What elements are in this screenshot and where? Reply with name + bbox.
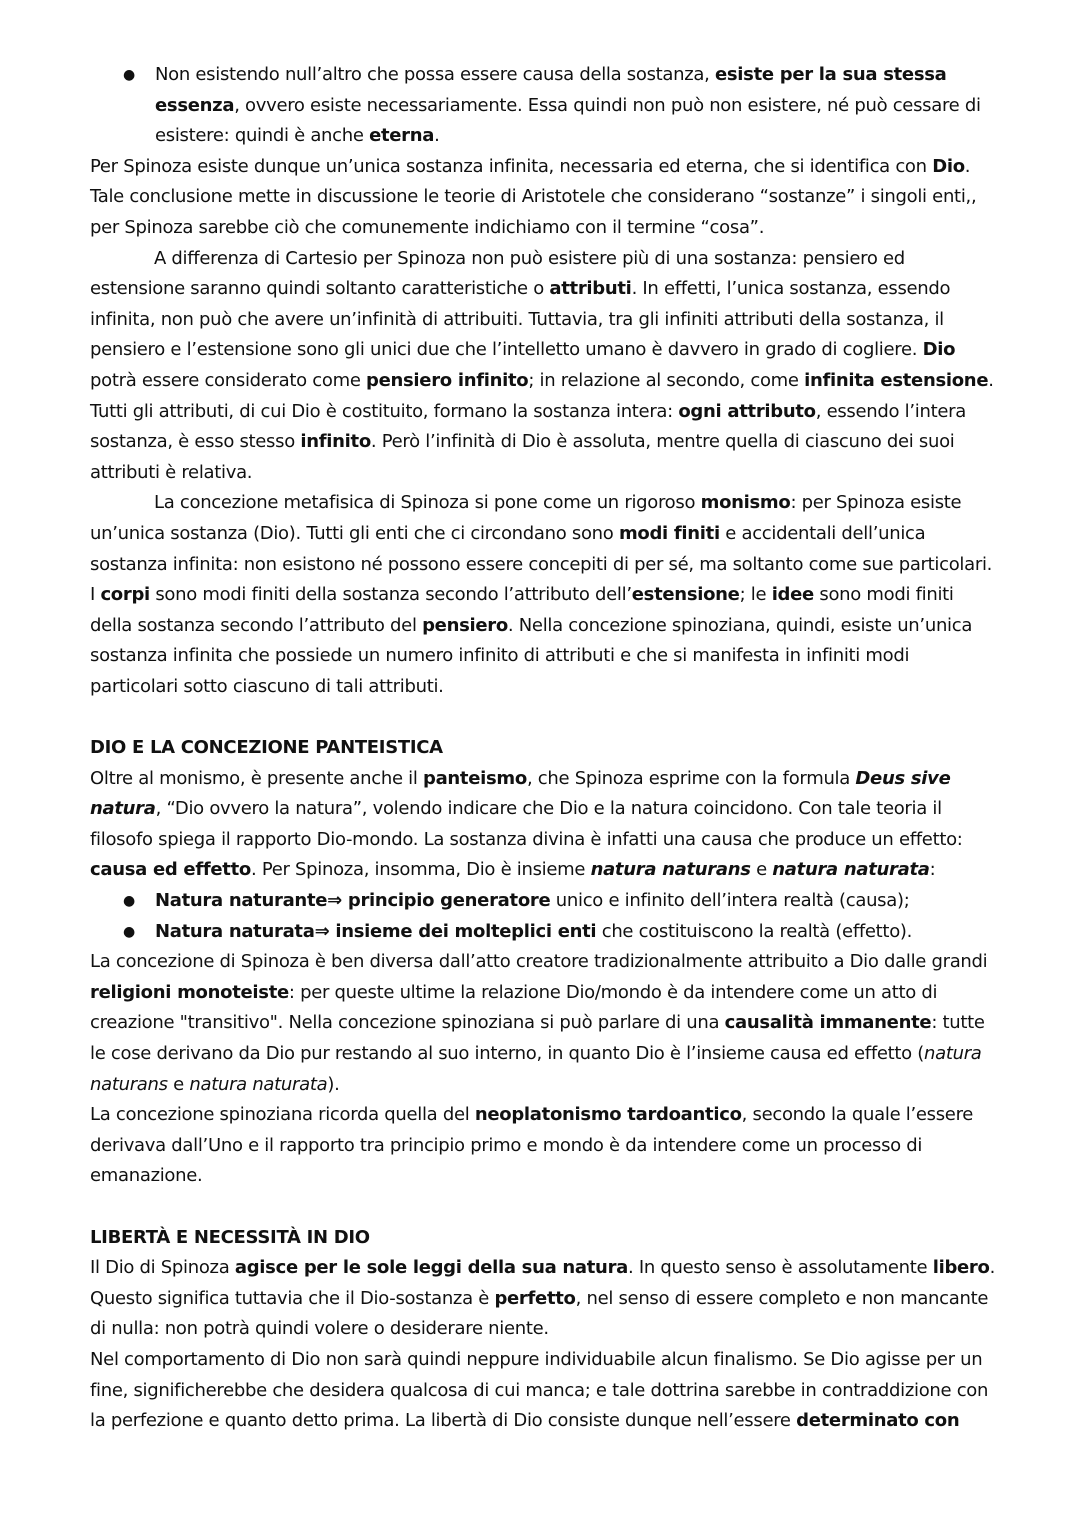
section-heading-panteismo: DIO E LA CONCEZIONE PANTEISTICA xyxy=(90,737,443,759)
paragraph-panteismo: Oltre al monismo, è presente anche il panteismo, che Spinoza esprime con la formula Deus sive natura, “Dio ovvero la natura”, volendo indicare che Dio e la natura coincidono. Con tale teoria il filosofo spiega il rapporto Dio-mondo. La sostanza divina è infatti una causa che produce un effetto: causa ed effetto. Per Spinoza, insomma, Dio è insieme natura naturans e natura naturata: xyxy=(90,767,963,881)
paragraph-neoplatonismo: La concezione spinoziana ricorda quella del neoplatonismo tardoantico, secondo la quale l’essere derivava dall’Uno e il rapporto tra principio primo e mondo è da intendere come un processo di emanazione. xyxy=(90,1104,974,1187)
spacer xyxy=(90,702,998,733)
paragraph-sostanza-unica: Per Spinoza esiste dunque un’unica sostanza infinita, necessaria ed eterna, che si identifica con Dio. Tale conclusione mette in discussione le teorie di Aristotele che considerano “sostanze” i singoli enti,, per Spinoza sarebbe ciò che comunemente indichiamo con il termine “cosa”. xyxy=(90,155,977,238)
list-item: ● Natura naturata⇒ insieme dei molteplici enti che costituiscono la realtà (effetto). xyxy=(155,917,998,948)
bullet-list-natura xyxy=(90,886,998,947)
list-item: ● Natura naturante⇒ principio generatore unico e infinito dell’intera realtà (causa); xyxy=(155,886,998,917)
paragraph-monismo: La concezione metafisica di Spinoza si pone come un rigoroso monismo: per Spinoza esiste un’unica sostanza (Dio). Tutti gli enti che ci circondano sono modi finiti e accidentali dell’unica sostanza infinita: non esistono né possono essere concepiti di per sé, ma soltanto come sue particolari. I corpi sono modi finiti della sostanza secondo l’attributo dell’estensione; le idee sono modi finiti della sostanza secondo l’attributo del pensiero. Nella concezione spinoziana, quindi, esiste un’unica sostanza infinita che possiede un numero infinito di attributi e che si manifesta in infiniti modi particolari sotto ciascuno di tali attributi. xyxy=(90,492,993,697)
paragraph-liberta: Il Dio di Spinoza agisce per le sole leggi della sua natura. In questo senso è assolutamente libero. Questo significa tuttavia che il Dio-sostanza è perfetto, nel senso di essere completo e non mancante di nulla: non potrà quindi volere o desiderare niente. xyxy=(90,1257,996,1340)
paragraph-causalita-immanente: La concezione di Spinoza è ben diversa dall’atto creatore tradizionalmente attribuito a Dio dalle grandi religioni monoteiste: per queste ultime la relazione Dio/mondo è da intendere come un atto di creazione "transitivo". Nella concezione spinoziana si può parlare di una causalità immanente: tutte le cose derivano da Dio pur restando al suo interno, in quanto Dio è l’insieme causa ed effetto (natura naturans e natura naturata). xyxy=(90,951,988,1095)
list-item: ● Non esistendo null’altro che possa essere causa della sostanza, esiste per la sua stessa essenza, ovvero esiste necessariamente. Essa quindi non può non esistere, né può cessare di esistere: quindi è anche eterna. xyxy=(155,60,998,152)
section-heading-liberta: LIBERTÀ E NECESSITÀ IN DIO xyxy=(90,1226,370,1248)
paragraph-attributi: A differenza di Cartesio per Spinoza non può esistere più di una sostanza: pensiero ed estensione saranno quindi soltanto caratteristiche o attributi. In effetti, l’unica sostanza, essendo infinita, non può che avere un’infinità di attribuiti. Tuttavia, tra gli infiniti attributi della sostanza, il pensiero e l’estensione sono gli unici due che l’intelletto umano è davvero in grado di cogliere. Dio potrà essere considerato come pensiero infinito; in relazione al secondo, come infinita estensione. Tutti gli attributi, di cui Dio è costituito, formano la sostanza intera: ogni attributo, essendo l’intera sostanza, è esso stesso infinito. Però l’infinità di Dio è assoluta, mentre quella di ciascuno dei suoi attributi è relativa. xyxy=(90,247,994,483)
paragraph-finalismo: Nel comportamento di Dio non sarà quindi neppure individuabile alcun finalismo. Se Dio agisse per un fine, significherebbe che desidera qualcosa di cui manca; e tale dottrina sarebbe in contraddizione con la perfezione e quanto detto prima. La libertà di Dio consiste dunque nell’essere determinato con xyxy=(90,1348,989,1432)
bullet-list-top xyxy=(90,60,998,152)
spacer xyxy=(90,1192,998,1223)
